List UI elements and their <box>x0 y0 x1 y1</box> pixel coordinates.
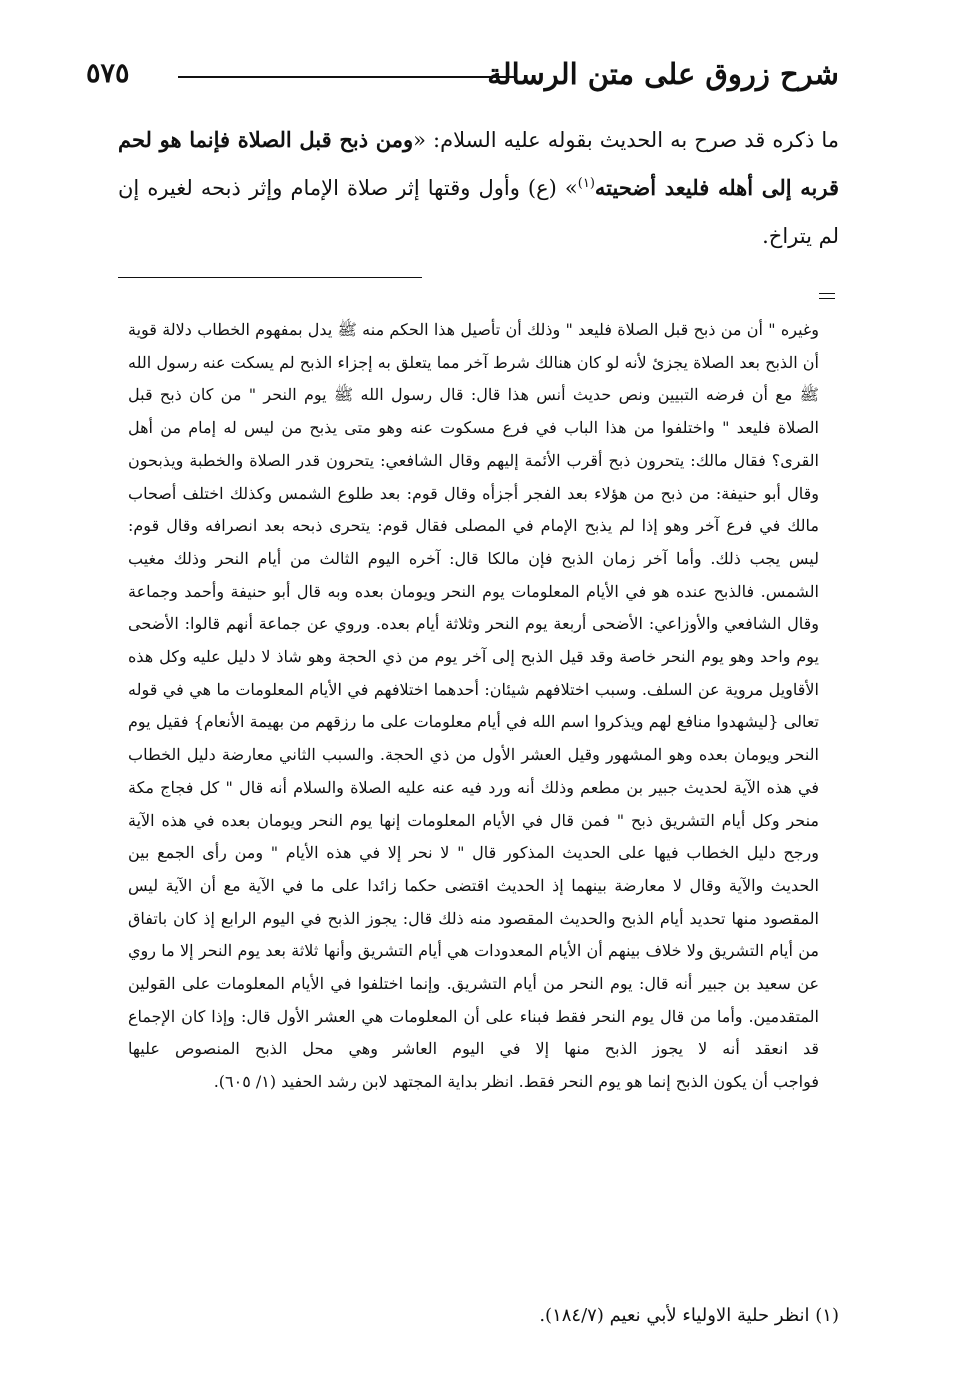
footnote: (١) انظر حلية الاولياء لأبي نعيم (١٨٤/٧). <box>539 1305 839 1326</box>
hadith-quote: ومن ذبح قبل الصلاة فإنما هو لحم قربه إلى أهله فليعد أضحيته <box>118 127 839 200</box>
main-text-separator <box>118 277 422 278</box>
commentary-text: وغيره " أن من ذبح قبل الصلاة فليعد " وذلك أن تأصيل هذا الحكم منه ﷺ يدل بمفهوم الخطاب دلالة قوية أن الذبح بعد الصلاة يجزئ لأنه لو كان هنالك شرط آخر مما يتعلق به إجزاء الذبح لم يسكت عنه رسول الله ﷺ مع أن فرضه التبيين ونص حديث أنس هذا قال: قال رسول الله ﷺ يوم النحر " من كان ذبح قبل الصلاة فليعد " واختلفوا من هذا الباب في فرع مسكوت عنه وهو متى يذبح من ليس له إمام من أهل القرى؟ فقال مالك: يتحرون ذبح أقرب الأئمة إليهم وقال الشافعي: يتحرون قدر الصلاة والخطبة ويذبحون وقال أبو حنيفة: من ذبح من هؤلاء بعد الفجر أجزأه وقال قوم: بعد طلوع الشمس وكذلك اختلف أصحاب مالك في فرع آخر وهو إذا لم يذبح الإمام في المصلى فقال قوم: يتحرى ذبحه بعد انصرافه وقال قوم: ليس يجب ذلك. وأما آخر زمان الذبح فإن مالكا قال: آخره اليوم الثالث من أيام النحر وذلك مغيب الشمس. فالذبح عنده هو في الأيام المعلومات يوم النحر ويومان بعده وبه قال أبو حنيفة وأحمد وجماعة وقال الشافعي والأوزاعي: الأضحى أربعة يوم النحر وثلاثة أيام بعده. وروي عن جماعة أنهم قالوا: الأضحى يوم واحد وهو يوم النحر خاصة وقد قيل الذبح إلى آخر يوم من ذي الحجة وهو شاذ لا دليل عليه وكل هذه الأقاويل مروية عن السلف. وسبب اختلافهم شيئان: أحدهما اختلافهم في الأيام المعلومات ما هي في قوله تعالى {ليشهدوا منافع لهم ويذكروا اسم الله في أيام معلومات على ما رزقهم من بهيمة الأنعام} فقيل يوم النحر ويومان بعده وهو المشهور وقيل العشر الأول من ذي الحجة. والسبب الثاني معارضة دليل الخطاب في هذه الآية لحديث جبير بن مطعم وذلك أنه ورد فيه عنه عليه الصلاة والسلام أنه قال " كل فجاج مكة منحر وكل أيام التشريق ذبح " فمن قال في الأيام المعلومات إنها يوم النحر ويومان بعده في هذه الآية ورجح دليل الخطاب فيها على الحديث المذكور قال " لا نحر إلا في هذه الأيام " ومن رأى الجمع بين الحديث والآية وقال لا معارضة بينهما إذ الحديث اقتضى حكما زائدا على ما في الآية مع أن الآية ليس المقصود منها تحديد أيام الذبح والحديث المقصود منه ذلك قال: يجوز الذبح في اليوم الرابع إذ كان باتفاق من أيام التشريق ولا خلاف بينهم أن الأيام المعدودات هي أيام التشريق وأنها ثلاثة بعد يوم النحر إلا ما روي عن سعيد بن جبير أنه قال: يوم النحر من أيام التشريق. وإنما اختلفوا في الأيام المعلومات على القولين المتقدمين. وأما من قال يوم النحر فقط فبناء على أن المعلومات هي العشر الأول قال: وإذا كان الإجماع قد انعقد أنه لا يجوز الذبح منها إلا في اليوم العاشر وهي محل الذبح المنصوص عليها <box>128 320 820 1059</box>
commentary-block <box>128 314 819 1099</box>
main-text <box>118 116 839 260</box>
header-rule <box>178 76 517 78</box>
page-number: ٥٧٥ <box>86 58 130 89</box>
running-header <box>86 52 839 100</box>
main-text-continuation: » (ع) وأول وقتها إثر صلاة الإمام وإثر ذبحه لغيره إن لم يتراخ. <box>118 176 839 248</box>
footnote-reference[interactable]: (١) <box>577 176 595 191</box>
book-title: شرح زروق على متن الرسالة <box>487 57 839 91</box>
main-text-intro: ما ذكره قد صرح به الحديث بقوله عليه السلام: « <box>413 128 839 152</box>
commentary-marker-icon <box>819 293 835 303</box>
commentary-last-line: فواجب أن يكون الذبح إنما هو يوم النحر فقط. انظر بداية المجتهد لابن رشد الحفيد (١/ ٦٠٥). <box>213 1072 819 1092</box>
